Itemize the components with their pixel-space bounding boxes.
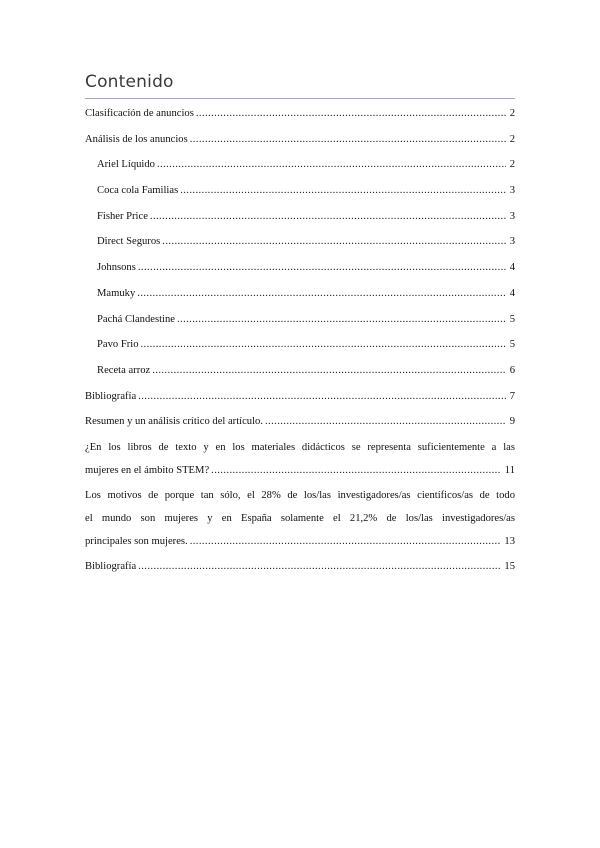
toc-page-number: 15: [504, 560, 515, 572]
dot-leader: [157, 152, 506, 178]
toc-entry-label: Mamuky: [97, 287, 136, 299]
toc-entry-label: Clasificación de anuncios: [85, 108, 194, 119]
toc-page-number: 3: [509, 210, 515, 222]
dot-leader: [265, 409, 506, 435]
toc-page-number: 5: [509, 339, 515, 351]
toc-entry-mamuky[interactable]: [85, 281, 515, 307]
toc-page-number: 9: [509, 416, 515, 428]
dot-leader: [190, 530, 501, 553]
toc-entry-label: Bibliografía: [85, 390, 137, 402]
toc-entry-label-line: ¿En los libros de texto y en los materiales didácticos se representa suficientemente a las: [85, 441, 515, 453]
toc-entry-label: Resumen y un análisis crítico del artículo.: [85, 416, 263, 428]
dot-leader: [150, 204, 506, 230]
dot-leader: [138, 255, 506, 281]
toc-entry-last-line: [85, 530, 515, 553]
toc-entry-label-line: principales son mujeres.: [85, 535, 188, 547]
toc-entry-label: Pachá Clandestine: [97, 313, 175, 325]
toc-entry-pacha-clandestine[interactable]: [85, 307, 515, 333]
toc-page-number: 13: [504, 535, 515, 547]
title-divider: [85, 98, 515, 99]
toc-page-number: 2: [509, 159, 515, 171]
toc-page-number: 3: [509, 236, 515, 248]
toc-page-number: 4: [509, 287, 515, 299]
dot-leader: [141, 332, 506, 358]
toc-entry-label-line: Los motivos de porque tan sólo, el 28% de los/las investigadores/as científicos/as de todo: [85, 489, 515, 501]
dot-leader: [138, 384, 506, 410]
toc-entry-label: Pavo Frio: [97, 339, 139, 351]
toc-entry-bibliografia-2[interactable]: [85, 554, 515, 580]
toc-entry-label-line: mujeres en el ámbito STEM?: [85, 464, 210, 476]
dot-leader: [137, 281, 505, 307]
toc-entry-label: Ariel Líquido: [97, 159, 155, 171]
toc-entry-label: Coca cola Familias: [97, 185, 179, 197]
table-of-contents: [85, 101, 515, 580]
toc-entry-last-line: [85, 459, 515, 482]
toc-entry-label: Johnsons: [97, 262, 136, 274]
dot-leader: [152, 358, 505, 384]
toc-entry-coca-cola[interactable]: [85, 178, 515, 204]
toc-entry-libros-de-texto[interactable]: [85, 435, 515, 483]
toc-entry-pavo-frio[interactable]: [85, 332, 515, 358]
toc-entry-fisher-price[interactable]: [85, 204, 515, 230]
toc-entry-label: Bibliografía: [85, 560, 137, 572]
toc-entry-label: Análisis de los anuncios: [85, 133, 188, 145]
toc-entry-receta-arroz[interactable]: [85, 358, 515, 384]
toc-entry-label: Fisher Price: [97, 210, 148, 222]
toc-entry-resumen[interactable]: [85, 409, 515, 435]
dot-leader: [138, 554, 500, 580]
toc-entry-label-line: el mundo son mujeres y en España solamente el 21,2% de los/las investigadores/as: [85, 512, 515, 524]
dot-leader: [211, 459, 501, 482]
toc-page-number: 2: [509, 133, 515, 145]
dot-leader: [162, 229, 505, 255]
toc-entry-direct-seguros[interactable]: [85, 229, 515, 255]
toc-title: Contenido: [85, 72, 174, 92]
toc-entry-ariel[interactable]: [85, 152, 515, 178]
toc-page-number: 2: [509, 108, 515, 119]
toc-entry-analisis[interactable]: [85, 127, 515, 153]
dot-leader: [180, 178, 506, 204]
dot-leader: [190, 127, 506, 153]
toc-entry-johnsons[interactable]: [85, 255, 515, 281]
toc-entry-motivos[interactable]: [85, 483, 515, 554]
dot-leader: [177, 307, 506, 333]
dot-leader: [196, 101, 506, 127]
toc-page-number: 11: [504, 464, 515, 476]
toc-page-number: 7: [509, 390, 515, 402]
toc-page-number: 3: [509, 185, 515, 197]
toc-entry-clasificacion[interactable]: [85, 101, 515, 127]
toc-entry-label: Direct Seguros: [97, 236, 161, 248]
toc-page-number: 4: [509, 262, 515, 274]
toc-entry-bibliografia-1[interactable]: [85, 384, 515, 410]
toc-entry-label: Receta arroz: [97, 364, 151, 376]
toc-page-number: 5: [509, 313, 515, 325]
toc-page-number: 6: [509, 364, 515, 376]
